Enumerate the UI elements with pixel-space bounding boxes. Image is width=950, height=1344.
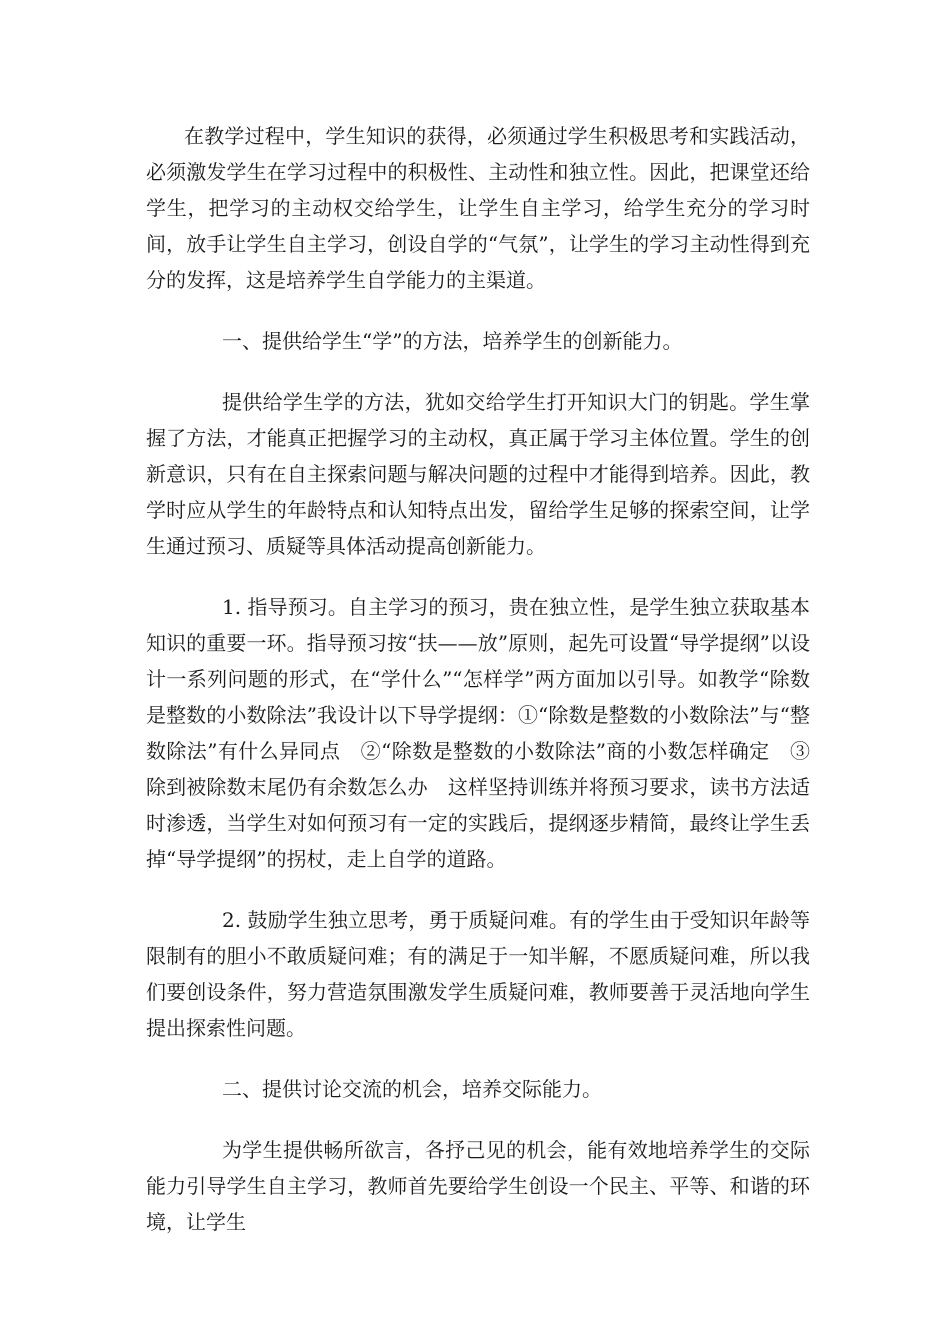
section-heading-2: 二、提供讨论交流的机会，培养交际能力。: [222, 1077, 602, 1101]
document-body: [146, 118, 810, 1265]
point-1-paragraph: 1. 指导预习。自主学习的预习，贵在独立性，是学生独立获取基本知识的重要一环。指导预习按“扶——放”原则，起先可设置“导学提纲”以设计一系列问题的形式，在“学什么”“怎样学”两方面加以引导。如教学“除数是整数的小数除法”我设计以下导学提纲：①“除数是整数的小数除法”与“整数除法”有什么异同点 ②“除数是整数的小数除法”商的小数怎样确定 ③除到被除数末尾仍有余数怎么办 这样坚持训练并将预习要求，读书方法适时渗透，当学生对如何预习有一定的实践后，提纲逐步精简，最终让学生丢掉“导学提纲”的拐杖，走上自学的道路。: [146, 595, 810, 871]
section-1-paragraph: 提供给学生学的方法，犹如交给学生打开知识大门的钥匙。学生掌握了方法，才能真正把握学习的主动权，真正属于学习主体位置。学生的创新意识，只有在自主探索问题与解决问题的过程中才能得到培养。因此，教学时应从学生的年龄特点和认知特点出发，留给学生足够的探索空间，让学生通过预习、质疑等具体活动提高创新能力。: [146, 390, 810, 558]
section-2-paragraph: 为学生提供畅所欲言，各抒己见的机会，能有效地培养学生的交际能力引导学生自主学习，教师首先要给学生创设一个民主、平等、和谐的环境，让学生: [146, 1138, 810, 1234]
section-heading-1: 一、提供给学生“学”的方法，培养学生的创新能力。: [222, 329, 683, 353]
point-2-paragraph: 2. 鼓励学生独立思考，勇于质疑问难。有的学生由于受知识年龄等限制有的胆小不敢质疑问难；有的满足于一知半解，不愿质疑问难，所以我们要创设条件，努力营造氛围激发学生质疑问难，教师要善于灵活地向学生提出探索性问题。: [146, 908, 810, 1040]
intro-paragraph: 在教学过程中，学生知识的获得，必须通过学生积极思考和实践活动，必须激发学生在学习过程中的积极性、主动性和独立性。因此，把课堂还给学生，把学习的主动权交给学生，让学生自主学习，给学生充分的学习时间，放手让学生自主学习，创设自学的“气氛”，让学生的学习主动性得到充分的发挥，这是培养学生自学能力的主渠道。: [146, 124, 810, 292]
